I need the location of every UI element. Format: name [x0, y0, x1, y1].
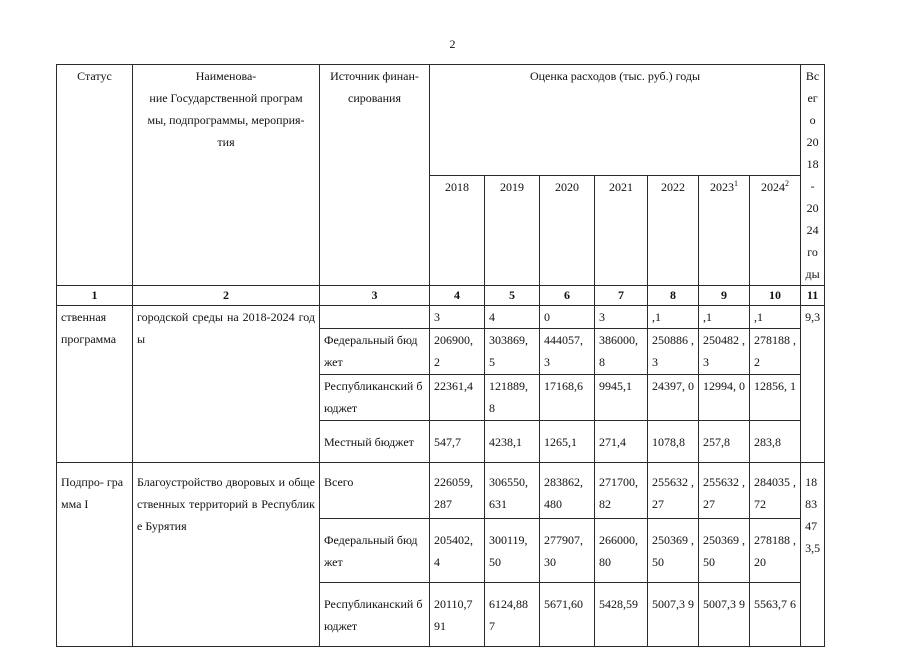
column-number: 2: [133, 286, 320, 306]
value-cell: 4: [485, 306, 540, 329]
value-cell: 250482 ,3: [699, 329, 750, 375]
status-cell: Подпро- грамма I: [57, 463, 133, 647]
value-cell: 271700, 82: [595, 463, 648, 519]
value-cell: 257,8: [699, 421, 750, 463]
source-cell: [320, 306, 430, 329]
value-cell: 255632 ,27: [648, 463, 699, 519]
value-cell: 22361,4: [430, 375, 485, 421]
source-cell: Федеральный бюджет: [320, 519, 430, 583]
value-cell: 278188 ,2: [750, 329, 801, 375]
status-line: программа: [61, 332, 117, 346]
budget-table: [56, 64, 825, 647]
value-cell: 386000, 8: [595, 329, 648, 375]
header-row: [57, 65, 825, 176]
status-cell: [57, 306, 133, 463]
value-cell: 20110,7 91: [430, 583, 485, 647]
value-cell: 9945,1: [595, 375, 648, 421]
value-cell: 306550, 631: [485, 463, 540, 519]
header-total-line: 2018-: [806, 135, 819, 193]
value-cell: 226059, 287: [430, 463, 485, 519]
value-cell: 4238,1: [485, 421, 540, 463]
header-source-line: сирования: [348, 91, 401, 105]
value-cell: 3: [430, 306, 485, 329]
column-number: 7: [595, 286, 648, 306]
value-cell: 206900, 2: [430, 329, 485, 375]
value-cell: 5007,3 9: [648, 583, 699, 647]
column-number: 11: [801, 286, 825, 306]
header-status: Статус: [57, 65, 133, 286]
value-cell: 12994, 0: [699, 375, 750, 421]
header-name-line: ние Государственной програм: [149, 91, 303, 105]
value-cell: 5671,60: [540, 583, 595, 647]
total-cell: 9,3: [801, 306, 825, 463]
header-year: 2022: [648, 175, 699, 286]
column-number: 9: [699, 286, 750, 306]
value-cell: 283,8: [750, 421, 801, 463]
header-total: [801, 65, 825, 286]
value-cell: 17168,6: [540, 375, 595, 421]
value-cell: 266000, 80: [595, 519, 648, 583]
header-total-line: Всего: [805, 69, 820, 127]
value-cell: 5428,59: [595, 583, 648, 647]
status-line: ственная: [61, 310, 107, 324]
value-cell: 250369 ,50: [699, 519, 750, 583]
column-number: 8: [648, 286, 699, 306]
value-cell: 277907, 30: [540, 519, 595, 583]
header-year: 2021: [595, 175, 648, 286]
value-cell: 1078,8: [648, 421, 699, 463]
header-name-line: тия: [217, 135, 235, 149]
value-cell: 300119, 50: [485, 519, 540, 583]
header-source: [320, 65, 430, 286]
value-cell: 303869, 5: [485, 329, 540, 375]
value-cell: 284035 ,72: [750, 463, 801, 519]
header-source-line: Источник финан-: [330, 69, 419, 83]
footnote-marker: 1: [734, 178, 738, 188]
value-cell: 255632 ,27: [699, 463, 750, 519]
table-row: [57, 306, 825, 329]
header-year: 2018: [430, 175, 485, 286]
program-name-cell: городской среды на 2018-2024 годы: [133, 306, 320, 463]
column-number: 1: [57, 286, 133, 306]
value-cell: 6124,88 7: [485, 583, 540, 647]
value-cell: 5563,7 6: [750, 583, 801, 647]
header-name-line: Наименова-: [195, 69, 257, 83]
header-year: 2019: [485, 175, 540, 286]
column-number: 3: [320, 286, 430, 306]
value-cell: 12856, 1: [750, 375, 801, 421]
value-cell: 1265,1: [540, 421, 595, 463]
header-total-line: 2024: [806, 201, 819, 237]
footnote-marker: 2: [785, 178, 790, 188]
column-number: 10: [750, 286, 801, 306]
source-cell: Местный бюджет: [320, 421, 430, 463]
header-year-2024: [750, 175, 801, 286]
value-cell: 547,7: [430, 421, 485, 463]
value-cell: 250369 ,50: [648, 519, 699, 583]
year-label: 2024: [761, 179, 786, 194]
header-year-2023: [699, 175, 750, 286]
column-number: 5: [485, 286, 540, 306]
source-cell: Федеральный бюджет: [320, 329, 430, 375]
value-cell: 24397, 0: [648, 375, 699, 421]
total-cell: 188347 3,5: [801, 463, 825, 647]
value-cell: ,1: [750, 306, 801, 329]
header-name-line: мы, подпрограммы, мероприя-: [147, 113, 305, 127]
column-number-row: [57, 286, 825, 306]
value-cell: 271,4: [595, 421, 648, 463]
value-cell: 205402, 4: [430, 519, 485, 583]
value-cell: 3: [595, 306, 648, 329]
value-cell: 0: [540, 306, 595, 329]
program-name-cell: Благоустройство дворовых и общественных территорий в Республике Бурятия: [133, 463, 320, 647]
header-name: [133, 65, 320, 286]
table-row: [57, 463, 825, 519]
source-cell: Республиканский бюджет: [320, 583, 430, 647]
column-number: 6: [540, 286, 595, 306]
value-cell: 5007,3 9: [699, 583, 750, 647]
value-cell: ,1: [699, 306, 750, 329]
header-year: 2020: [540, 175, 595, 286]
year-label: 2023: [710, 179, 734, 194]
header-total-line: годы: [805, 245, 820, 281]
source-cell: Всего: [320, 463, 430, 519]
value-cell: 278188 ,20: [750, 519, 801, 583]
value-cell: 283862, 480: [540, 463, 595, 519]
source-cell: Республиканский бюджет: [320, 375, 430, 421]
page-number: 2: [449, 37, 456, 51]
value-cell: 121889, 8: [485, 375, 540, 421]
value-cell: 250886 ,3: [648, 329, 699, 375]
value-cell: 444057, 3: [540, 329, 595, 375]
header-estimate: Оценка расходов (тыс. руб.) годы: [430, 65, 801, 176]
value-cell: ,1: [648, 306, 699, 329]
column-number: 4: [430, 286, 485, 306]
